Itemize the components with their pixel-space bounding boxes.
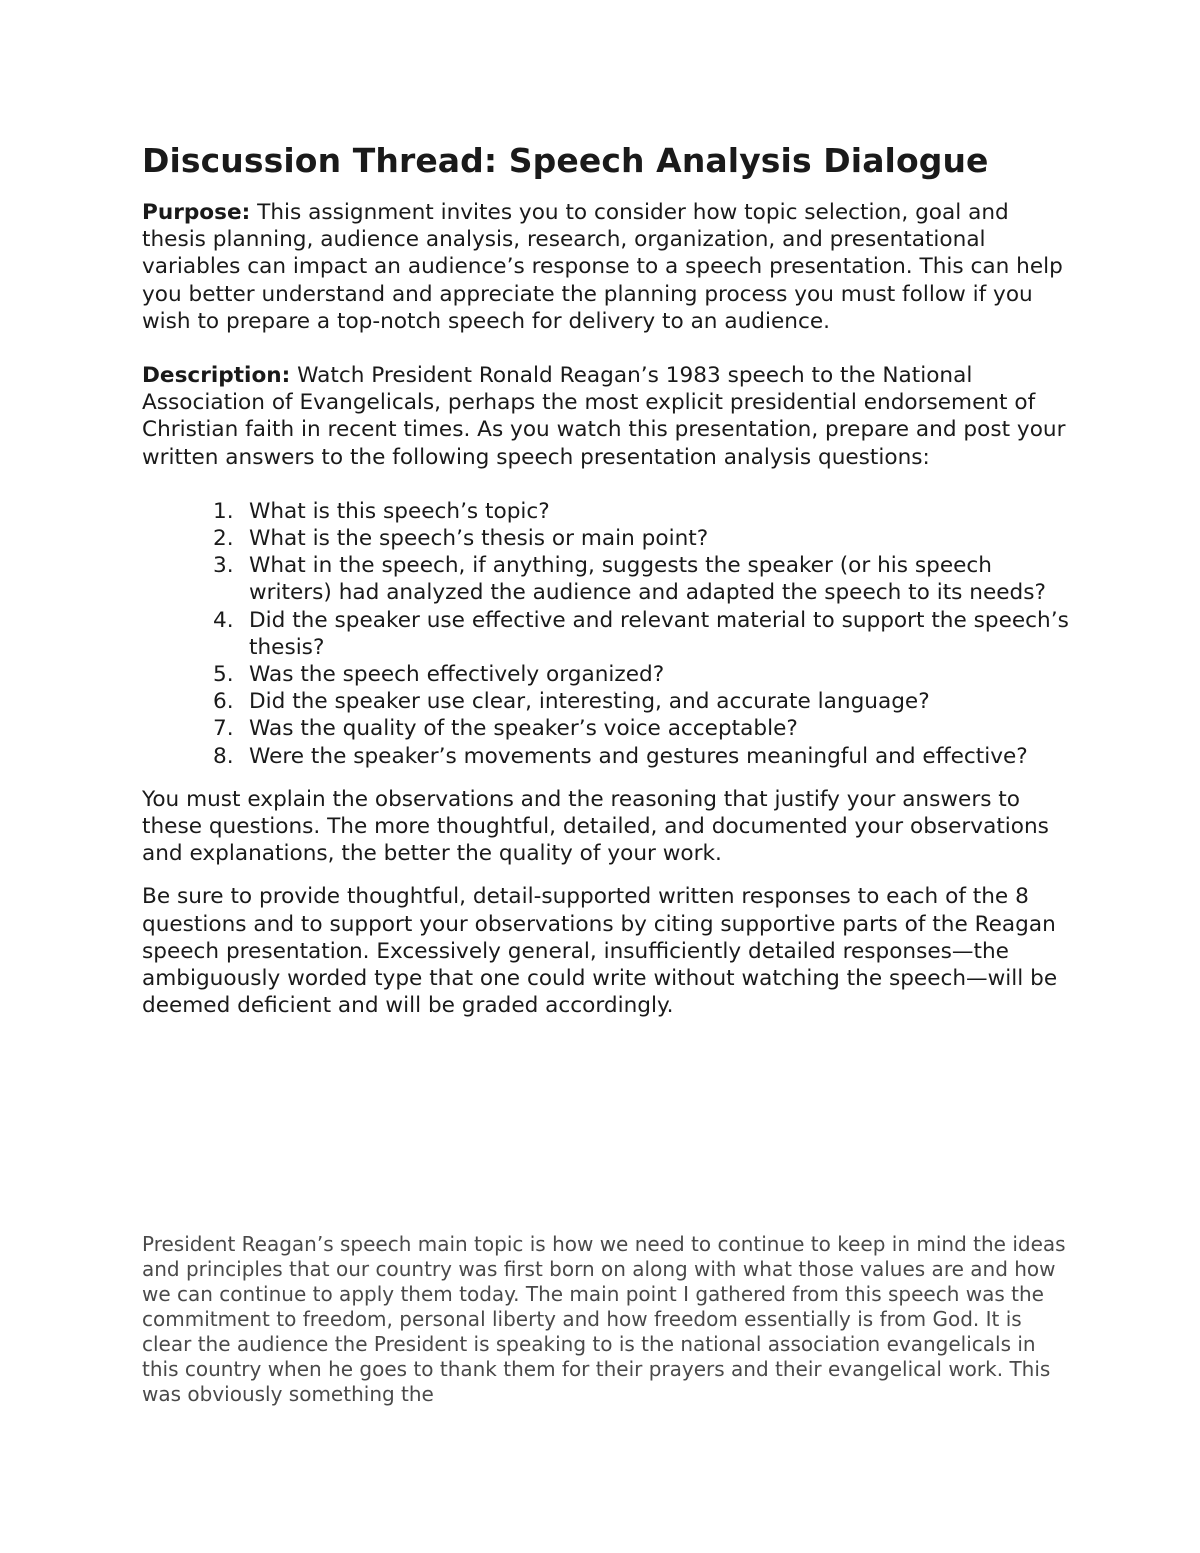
purpose-label: Purpose: bbox=[142, 200, 251, 225]
document-page bbox=[142, 140, 1072, 1035]
list-item-number: 6. bbox=[213, 689, 234, 715]
list-item-number: 7. bbox=[213, 716, 234, 742]
list-item bbox=[213, 688, 1072, 715]
list-item-text: Was the speech effectively organized? bbox=[249, 662, 665, 688]
list-item bbox=[213, 498, 1072, 525]
description-label: Description: bbox=[142, 363, 291, 389]
answer-paragraph: President Reagan’s speech main topic is how we need to continue to keep in mind the ideas and principles that our country was first born on along with what those values are and how we can continue to apply them today. The main point I gathered from this speech was the commitment to freedom, personal liberty and how freedom essentially is from God. It is clear the audience the President is speaking to is the national association evangelicals in this country when he goes to thank them for their prayers and their evangelical work. This was obviously something the bbox=[142, 1232, 1066, 1406]
list-item-text: Were the speaker’s movements and gestures meaningful and effective? bbox=[249, 743, 1028, 769]
list-item-text: What is the speech’s thesis or main point? bbox=[249, 526, 709, 552]
list-item-number: 3. bbox=[213, 553, 234, 579]
list-item-text: Did the speaker use clear, interesting, and accurate language? bbox=[249, 689, 930, 715]
list-item-text: Was the quality of the speaker’s voice acceptable? bbox=[249, 716, 798, 742]
list-item bbox=[213, 525, 1072, 552]
purpose-paragraph bbox=[142, 199, 1072, 335]
list-item-number: 2. bbox=[213, 526, 234, 552]
spacer bbox=[142, 335, 1072, 362]
page-title: Discussion Thread: Speech Analysis Dialogue bbox=[142, 141, 989, 180]
list-item-number: 8. bbox=[213, 743, 234, 769]
explain-paragraph: You must explain the observations and the reasoning that justify your answers to these questions. The more thoughtful, detailed, and documented your observations and explanations, the better the quality of your work. bbox=[142, 786, 1049, 867]
list-item-text: Did the speaker use effective and relevant material to support the speech’s thesis? bbox=[249, 607, 1069, 660]
list-item-number: 5. bbox=[213, 662, 234, 688]
list-item-number: 1. bbox=[213, 498, 234, 524]
list-item bbox=[213, 607, 1072, 661]
list-item bbox=[213, 743, 1072, 770]
purpose-text: This assignment invites you to consider how topic selection, goal and thesis planning, audience analysis, research, organization, and presentational variables can impact an audience’s response to a speech presentation. This can help you better understand and appreciate the planning process you must follow if you wish to prepare a top-notch speech for delivery to an audience. bbox=[142, 200, 1063, 334]
list-item-text: What in the speech, if anything, suggests the speaker (or his speech writers) had analyzed the audience and adapted the speech to its needs? bbox=[249, 553, 1046, 606]
description-text: Watch President Ronald Reagan’s 1983 speech to the National Association of Evangelicals, perhaps the most explicit presidential endorsement of Christian faith in recent times. As you watch this presentation, prepare and post your written answers to the following speech presentation analysis questions: bbox=[142, 363, 1066, 470]
list-item-text: What is this speech’s topic? bbox=[249, 498, 550, 524]
description-paragraph bbox=[142, 362, 1072, 471]
list-item bbox=[213, 661, 1072, 688]
question-list bbox=[142, 498, 1072, 770]
list-item bbox=[213, 552, 1072, 606]
list-item bbox=[213, 715, 1072, 742]
be-sure-paragraph: Be sure to provide thoughtful, detail-supported written responses to each of the 8 questions and to support your observations by citing supportive parts of the Reagan speech presentation. Excessively general, insufficiently detailed responses—the ambiguously worded type that one could write without watching the speech—will be deemed deficient and will be graded accordingly. bbox=[142, 884, 1058, 1019]
list-item-number: 4. bbox=[213, 607, 234, 633]
